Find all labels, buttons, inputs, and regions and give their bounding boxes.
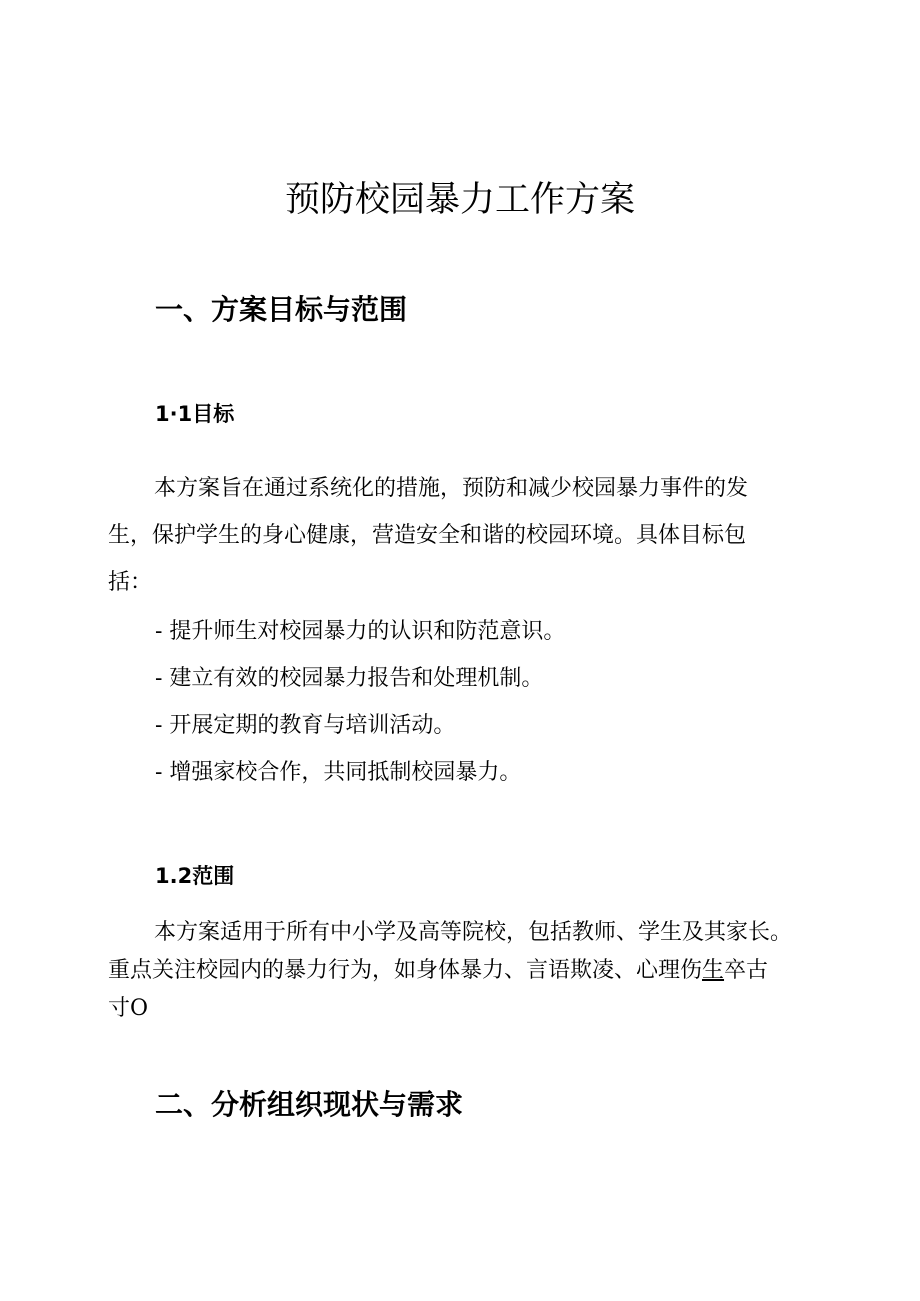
section-2-heading: 二、分析组织现状与需求 [155, 1088, 464, 1121]
goal-paragraph-line-2: 生，保护学生的身心健康，营造安全和谐的校园环境。具体目标包 [108, 523, 747, 548]
goal-paragraph-line-3: 括： [108, 570, 153, 595]
scope-paragraph-line-3: 寸O [108, 996, 149, 1021]
section-1-heading: 一、方案目标与范围 [155, 293, 408, 326]
scope-paragraph-line-2: 重点关注校园内的暴力行为，如身体暴力、言语欺凌、心理伤生卒古 [108, 958, 769, 983]
goal-paragraph [108, 465, 808, 606]
scope-paragraph-line-1: 本方案适用于所有中小学及高等院校，包括教师、学生及其家长。 [154, 920, 793, 945]
document-title: 预防校园暴力工作方案 [284, 180, 635, 220]
scope-paragraph [108, 914, 828, 1028]
goal-bullet-4: - 增强家校合作，共同抵制校园暴力。 [155, 760, 522, 785]
subsection-1-2-heading: 1.2范围 [155, 864, 235, 888]
subsection-1-1-heading: 1·1目标 [155, 402, 235, 426]
goal-bullet-2: - 建立有效的校园暴力报告和处理机制。 [155, 666, 544, 691]
goal-paragraph-line-1: 本方案旨在通过系统化的措施，预防和减少校园暴力事件的发 [154, 476, 749, 501]
goal-bullet-3: - 开展定期的教育与培训活动。 [155, 713, 456, 738]
goal-bullet-1: - 提升师生对校园暴力的认识和防范意识。 [155, 619, 566, 644]
